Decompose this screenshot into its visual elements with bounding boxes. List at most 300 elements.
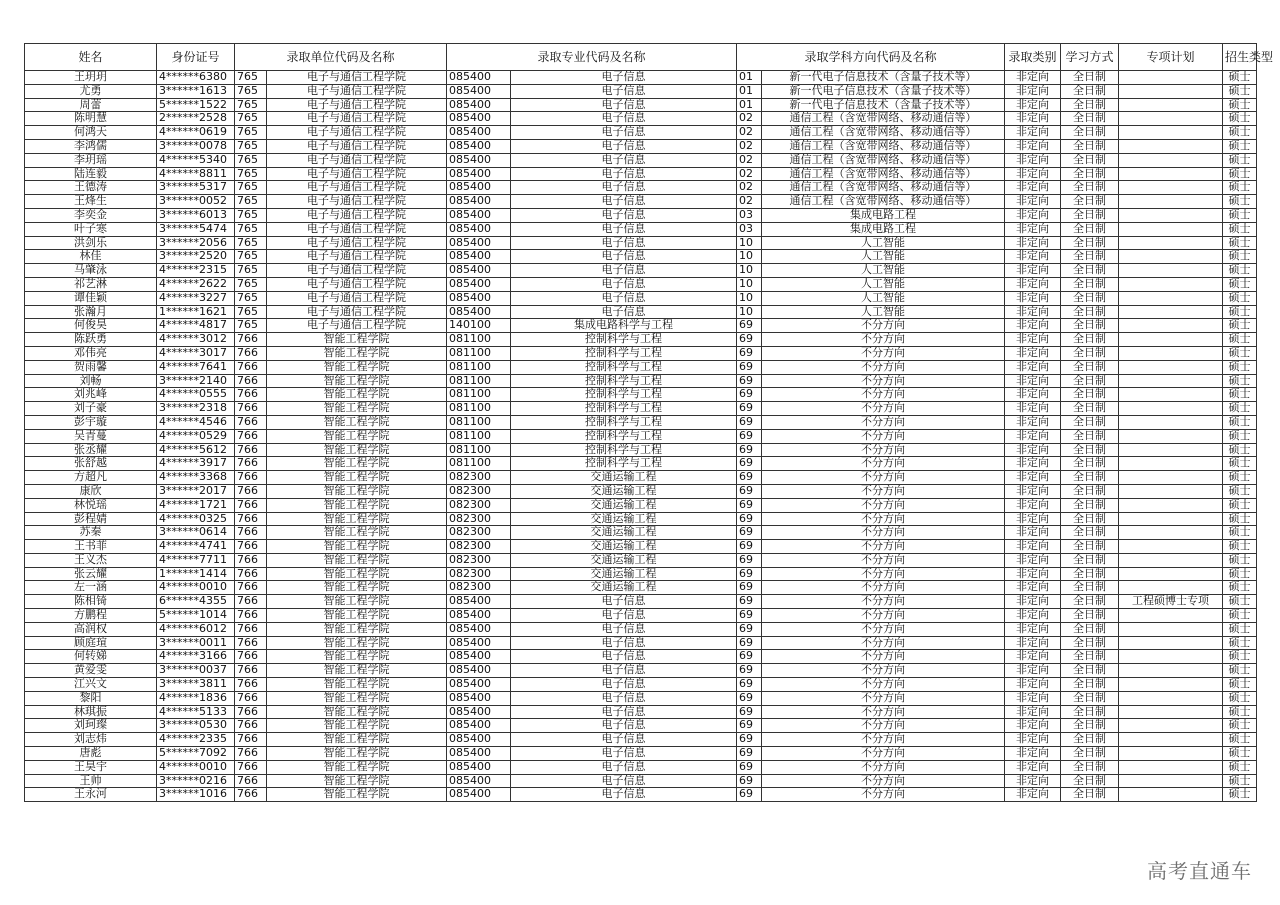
cell-name: 林佳 bbox=[25, 250, 157, 264]
cell-direction-name: 不分方向 bbox=[762, 567, 1005, 581]
table-row bbox=[25, 126, 1257, 140]
cell-direction-code: 69 bbox=[737, 595, 762, 609]
cell-major-name: 电子信息 bbox=[511, 622, 737, 636]
cell-enrollment-type: 硕士 bbox=[1223, 319, 1257, 333]
cell-id-number: 4******0555 bbox=[157, 388, 235, 402]
cell-direction-code: 69 bbox=[737, 581, 762, 595]
cell-direction-name: 不分方向 bbox=[762, 636, 1005, 650]
cell-unit-code: 766 bbox=[235, 650, 267, 664]
cell-unit-name: 智能工程学院 bbox=[267, 484, 447, 498]
cell-special-plan bbox=[1119, 747, 1223, 761]
cell-direction-name: 不分方向 bbox=[762, 388, 1005, 402]
cell-name: 方超凡 bbox=[25, 471, 157, 485]
cell-direction-name: 不分方向 bbox=[762, 429, 1005, 443]
cell-direction-code: 69 bbox=[737, 691, 762, 705]
cell-admission-category: 非定向 bbox=[1005, 622, 1061, 636]
cell-major-code: 081100 bbox=[447, 360, 511, 374]
cell-admission-category: 非定向 bbox=[1005, 195, 1061, 209]
cell-id-number: 4******4741 bbox=[157, 540, 235, 554]
cell-id-number: 3******5317 bbox=[157, 181, 235, 195]
cell-unit-name: 电子与通信工程学院 bbox=[267, 277, 447, 291]
cell-direction-name: 不分方向 bbox=[762, 484, 1005, 498]
cell-direction-code: 69 bbox=[737, 609, 762, 623]
cell-unit-code: 766 bbox=[235, 402, 267, 416]
cell-direction-code: 02 bbox=[737, 126, 762, 140]
cell-study-mode: 全日制 bbox=[1061, 636, 1119, 650]
cell-admission-category: 非定向 bbox=[1005, 415, 1061, 429]
cell-unit-name: 电子与通信工程学院 bbox=[267, 250, 447, 264]
cell-major-name: 电子信息 bbox=[511, 98, 737, 112]
cell-enrollment-type: 硕士 bbox=[1223, 526, 1257, 540]
cell-direction-code: 69 bbox=[737, 374, 762, 388]
cell-direction-code: 10 bbox=[737, 236, 762, 250]
cell-study-mode: 全日制 bbox=[1061, 360, 1119, 374]
cell-direction-name: 不分方向 bbox=[762, 609, 1005, 623]
cell-major-name: 电子信息 bbox=[511, 71, 737, 85]
cell-special-plan bbox=[1119, 319, 1223, 333]
cell-unit-name: 电子与通信工程学院 bbox=[267, 208, 447, 222]
cell-major-name: 电子信息 bbox=[511, 112, 737, 126]
cell-direction-code: 01 bbox=[737, 71, 762, 85]
cell-name: 刘珂璨 bbox=[25, 719, 157, 733]
cell-enrollment-type: 硕士 bbox=[1223, 678, 1257, 692]
cell-major-code: 081100 bbox=[447, 346, 511, 360]
cell-unit-code: 766 bbox=[235, 678, 267, 692]
cell-special-plan bbox=[1119, 719, 1223, 733]
cell-study-mode: 全日制 bbox=[1061, 71, 1119, 85]
cell-major-code: 081100 bbox=[447, 374, 511, 388]
cell-major-name: 电子信息 bbox=[511, 595, 737, 609]
cell-admission-category: 非定向 bbox=[1005, 346, 1061, 360]
cell-name: 苏秦 bbox=[25, 526, 157, 540]
cell-enrollment-type: 硕士 bbox=[1223, 360, 1257, 374]
cell-id-number: 3******2520 bbox=[157, 250, 235, 264]
cell-unit-code: 766 bbox=[235, 526, 267, 540]
cell-special-plan bbox=[1119, 291, 1223, 305]
cell-name: 周蕾 bbox=[25, 98, 157, 112]
cell-direction-code: 69 bbox=[737, 553, 762, 567]
cell-unit-name: 智能工程学院 bbox=[267, 719, 447, 733]
cell-major-code: 085400 bbox=[447, 167, 511, 181]
cell-name: 尤勇 bbox=[25, 84, 157, 98]
cell-special-plan bbox=[1119, 636, 1223, 650]
cell-unit-name: 智能工程学院 bbox=[267, 526, 447, 540]
cell-major-name: 电子信息 bbox=[511, 705, 737, 719]
cell-enrollment-type: 硕士 bbox=[1223, 650, 1257, 664]
header-special-plan: 专项计划 bbox=[1119, 44, 1223, 71]
cell-direction-code: 69 bbox=[737, 388, 762, 402]
cell-admission-category: 非定向 bbox=[1005, 581, 1061, 595]
cell-direction-code: 69 bbox=[737, 457, 762, 471]
cell-id-number: 4******1721 bbox=[157, 498, 235, 512]
cell-unit-code: 766 bbox=[235, 788, 267, 802]
cell-id-number: 4******3227 bbox=[157, 291, 235, 305]
cell-id-number: 4******3166 bbox=[157, 650, 235, 664]
cell-id-number: 3******0078 bbox=[157, 139, 235, 153]
cell-enrollment-type: 硕士 bbox=[1223, 471, 1257, 485]
cell-major-code: 082300 bbox=[447, 540, 511, 554]
cell-major-name: 电子信息 bbox=[511, 277, 737, 291]
cell-direction-name: 不分方向 bbox=[762, 650, 1005, 664]
cell-id-number: 3******0614 bbox=[157, 526, 235, 540]
cell-major-name: 交通运输工程 bbox=[511, 553, 737, 567]
cell-direction-code: 69 bbox=[737, 664, 762, 678]
cell-study-mode: 全日制 bbox=[1061, 719, 1119, 733]
cell-major-name: 电子信息 bbox=[511, 774, 737, 788]
cell-major-name: 电子信息 bbox=[511, 291, 737, 305]
cell-direction-code: 01 bbox=[737, 98, 762, 112]
cell-major-code: 085400 bbox=[447, 678, 511, 692]
cell-major-code: 085400 bbox=[447, 195, 511, 209]
cell-id-number: 5******7092 bbox=[157, 747, 235, 761]
table-row bbox=[25, 250, 1257, 264]
cell-direction-code: 69 bbox=[737, 346, 762, 360]
cell-unit-name: 智能工程学院 bbox=[267, 733, 447, 747]
cell-enrollment-type: 硕士 bbox=[1223, 760, 1257, 774]
cell-unit-name: 智能工程学院 bbox=[267, 760, 447, 774]
cell-major-name: 交通运输工程 bbox=[511, 512, 737, 526]
cell-direction-name: 不分方向 bbox=[762, 526, 1005, 540]
cell-unit-name: 智能工程学院 bbox=[267, 360, 447, 374]
cell-direction-code: 69 bbox=[737, 567, 762, 581]
table-row bbox=[25, 540, 1257, 554]
table-row bbox=[25, 402, 1257, 416]
table-row bbox=[25, 374, 1257, 388]
cell-direction-name: 人工智能 bbox=[762, 291, 1005, 305]
cell-direction-code: 02 bbox=[737, 112, 762, 126]
cell-name: 高润权 bbox=[25, 622, 157, 636]
cell-major-name: 交通运输工程 bbox=[511, 471, 737, 485]
cell-unit-code: 766 bbox=[235, 567, 267, 581]
cell-direction-name: 人工智能 bbox=[762, 277, 1005, 291]
cell-unit-code: 765 bbox=[235, 319, 267, 333]
cell-enrollment-type: 硕士 bbox=[1223, 443, 1257, 457]
cell-admission-category: 非定向 bbox=[1005, 719, 1061, 733]
cell-major-name: 电子信息 bbox=[511, 126, 737, 140]
cell-direction-name: 不分方向 bbox=[762, 691, 1005, 705]
cell-admission-category: 非定向 bbox=[1005, 264, 1061, 278]
cell-study-mode: 全日制 bbox=[1061, 153, 1119, 167]
table-row bbox=[25, 567, 1257, 581]
cell-major-code: 085400 bbox=[447, 112, 511, 126]
table-row bbox=[25, 222, 1257, 236]
cell-major-code: 085400 bbox=[447, 250, 511, 264]
cell-unit-name: 电子与通信工程学院 bbox=[267, 181, 447, 195]
table-row bbox=[25, 277, 1257, 291]
table-row bbox=[25, 443, 1257, 457]
cell-unit-name: 智能工程学院 bbox=[267, 650, 447, 664]
cell-direction-name: 不分方向 bbox=[762, 498, 1005, 512]
cell-id-number: 4******2315 bbox=[157, 264, 235, 278]
cell-direction-name: 不分方向 bbox=[762, 512, 1005, 526]
cell-special-plan bbox=[1119, 84, 1223, 98]
cell-id-number: 3******0216 bbox=[157, 774, 235, 788]
cell-direction-code: 69 bbox=[737, 471, 762, 485]
cell-major-code: 085400 bbox=[447, 208, 511, 222]
cell-unit-code: 766 bbox=[235, 540, 267, 554]
cell-unit-name: 电子与通信工程学院 bbox=[267, 319, 447, 333]
cell-direction-code: 02 bbox=[737, 167, 762, 181]
cell-unit-code: 765 bbox=[235, 236, 267, 250]
cell-direction-code: 69 bbox=[737, 333, 762, 347]
cell-unit-name: 智能工程学院 bbox=[267, 415, 447, 429]
cell-study-mode: 全日制 bbox=[1061, 126, 1119, 140]
table-row bbox=[25, 84, 1257, 98]
cell-direction-name: 人工智能 bbox=[762, 264, 1005, 278]
cell-unit-name: 电子与通信工程学院 bbox=[267, 139, 447, 153]
cell-major-name: 电子信息 bbox=[511, 264, 737, 278]
cell-direction-code: 69 bbox=[737, 774, 762, 788]
cell-unit-code: 766 bbox=[235, 705, 267, 719]
cell-name: 李奕金 bbox=[25, 208, 157, 222]
cell-study-mode: 全日制 bbox=[1061, 305, 1119, 319]
cell-direction-code: 69 bbox=[737, 636, 762, 650]
cell-admission-category: 非定向 bbox=[1005, 319, 1061, 333]
cell-direction-code: 02 bbox=[737, 139, 762, 153]
table-row bbox=[25, 333, 1257, 347]
cell-enrollment-type: 硕士 bbox=[1223, 567, 1257, 581]
cell-major-code: 081100 bbox=[447, 457, 511, 471]
cell-unit-name: 电子与通信工程学院 bbox=[267, 222, 447, 236]
cell-id-number: 3******0052 bbox=[157, 195, 235, 209]
cell-admission-category: 非定向 bbox=[1005, 429, 1061, 443]
cell-special-plan bbox=[1119, 498, 1223, 512]
cell-id-number: 3******2017 bbox=[157, 484, 235, 498]
cell-admission-category: 非定向 bbox=[1005, 498, 1061, 512]
cell-direction-name: 不分方向 bbox=[762, 402, 1005, 416]
cell-major-name: 控制科学与工程 bbox=[511, 429, 737, 443]
cell-unit-code: 766 bbox=[235, 512, 267, 526]
cell-special-plan bbox=[1119, 609, 1223, 623]
cell-direction-code: 69 bbox=[737, 678, 762, 692]
cell-major-code: 082300 bbox=[447, 471, 511, 485]
cell-name: 彭宇璇 bbox=[25, 415, 157, 429]
table-row bbox=[25, 319, 1257, 333]
cell-direction-name: 不分方向 bbox=[762, 774, 1005, 788]
table-row bbox=[25, 264, 1257, 278]
cell-study-mode: 全日制 bbox=[1061, 457, 1119, 471]
table-row bbox=[25, 609, 1257, 623]
cell-major-name: 电子信息 bbox=[511, 153, 737, 167]
cell-name: 谭佳颖 bbox=[25, 291, 157, 305]
cell-name: 江兴文 bbox=[25, 678, 157, 692]
cell-unit-name: 智能工程学院 bbox=[267, 402, 447, 416]
cell-major-code: 085400 bbox=[447, 705, 511, 719]
cell-admission-category: 非定向 bbox=[1005, 512, 1061, 526]
cell-name: 陆连毅 bbox=[25, 167, 157, 181]
cell-major-name: 电子信息 bbox=[511, 208, 737, 222]
cell-unit-code: 766 bbox=[235, 484, 267, 498]
cell-id-number: 5******1014 bbox=[157, 609, 235, 623]
cell-enrollment-type: 硕士 bbox=[1223, 664, 1257, 678]
cell-direction-name: 不分方向 bbox=[762, 553, 1005, 567]
cell-special-plan bbox=[1119, 484, 1223, 498]
cell-admission-category: 非定向 bbox=[1005, 609, 1061, 623]
cell-unit-name: 智能工程学院 bbox=[267, 388, 447, 402]
cell-unit-name: 电子与通信工程学院 bbox=[267, 305, 447, 319]
cell-direction-name: 不分方向 bbox=[762, 346, 1005, 360]
cell-direction-name: 不分方向 bbox=[762, 471, 1005, 485]
cell-study-mode: 全日制 bbox=[1061, 595, 1119, 609]
cell-major-code: 085400 bbox=[447, 719, 511, 733]
table-row bbox=[25, 636, 1257, 650]
cell-study-mode: 全日制 bbox=[1061, 567, 1119, 581]
cell-name: 王德涛 bbox=[25, 181, 157, 195]
cell-id-number: 4******2622 bbox=[157, 277, 235, 291]
cell-special-plan bbox=[1119, 429, 1223, 443]
cell-study-mode: 全日制 bbox=[1061, 167, 1119, 181]
cell-major-name: 电子信息 bbox=[511, 236, 737, 250]
cell-major-code: 085400 bbox=[447, 153, 511, 167]
cell-id-number: 3******6013 bbox=[157, 208, 235, 222]
cell-admission-category: 非定向 bbox=[1005, 471, 1061, 485]
cell-major-code: 085400 bbox=[447, 264, 511, 278]
cell-special-plan bbox=[1119, 512, 1223, 526]
cell-direction-name: 通信工程（含宽带网络、移动通信等） bbox=[762, 126, 1005, 140]
cell-study-mode: 全日制 bbox=[1061, 346, 1119, 360]
cell-study-mode: 全日制 bbox=[1061, 333, 1119, 347]
cell-direction-name: 不分方向 bbox=[762, 360, 1005, 374]
cell-enrollment-type: 硕士 bbox=[1223, 139, 1257, 153]
cell-special-plan bbox=[1119, 264, 1223, 278]
cell-unit-name: 电子与通信工程学院 bbox=[267, 236, 447, 250]
cell-admission-category: 非定向 bbox=[1005, 402, 1061, 416]
cell-study-mode: 全日制 bbox=[1061, 319, 1119, 333]
cell-id-number: 4******3012 bbox=[157, 333, 235, 347]
cell-special-plan bbox=[1119, 112, 1223, 126]
cell-enrollment-type: 硕士 bbox=[1223, 305, 1257, 319]
cell-name: 王永河 bbox=[25, 788, 157, 802]
table-row bbox=[25, 622, 1257, 636]
cell-direction-name: 人工智能 bbox=[762, 236, 1005, 250]
cell-major-name: 电子信息 bbox=[511, 664, 737, 678]
cell-direction-code: 69 bbox=[737, 719, 762, 733]
cell-major-name: 控制科学与工程 bbox=[511, 360, 737, 374]
cell-admission-category: 非定向 bbox=[1005, 250, 1061, 264]
cell-id-number: 4******3917 bbox=[157, 457, 235, 471]
cell-name: 张舒越 bbox=[25, 457, 157, 471]
cell-study-mode: 全日制 bbox=[1061, 553, 1119, 567]
cell-enrollment-type: 硕士 bbox=[1223, 581, 1257, 595]
cell-admission-category: 非定向 bbox=[1005, 553, 1061, 567]
cell-unit-name: 智能工程学院 bbox=[267, 788, 447, 802]
cell-admission-category: 非定向 bbox=[1005, 650, 1061, 664]
cell-study-mode: 全日制 bbox=[1061, 678, 1119, 692]
cell-enrollment-type: 硕士 bbox=[1223, 346, 1257, 360]
cell-id-number: 4******7711 bbox=[157, 553, 235, 567]
cell-unit-code: 766 bbox=[235, 664, 267, 678]
cell-admission-category: 非定向 bbox=[1005, 277, 1061, 291]
table-body bbox=[25, 71, 1257, 802]
cell-study-mode: 全日制 bbox=[1061, 250, 1119, 264]
table-row bbox=[25, 181, 1257, 195]
cell-name: 唐彪 bbox=[25, 747, 157, 761]
table-row bbox=[25, 760, 1257, 774]
cell-enrollment-type: 硕士 bbox=[1223, 250, 1257, 264]
watermark: 高考直通车 bbox=[1147, 859, 1252, 883]
cell-unit-code: 765 bbox=[235, 250, 267, 264]
table-row bbox=[25, 595, 1257, 609]
cell-unit-code: 765 bbox=[235, 277, 267, 291]
cell-enrollment-type: 硕士 bbox=[1223, 609, 1257, 623]
cell-direction-code: 01 bbox=[737, 84, 762, 98]
cell-unit-code: 765 bbox=[235, 167, 267, 181]
cell-major-code: 085400 bbox=[447, 291, 511, 305]
cell-major-code: 082300 bbox=[447, 498, 511, 512]
cell-major-code: 085400 bbox=[447, 788, 511, 802]
cell-name: 黄爱雯 bbox=[25, 664, 157, 678]
table-row bbox=[25, 388, 1257, 402]
cell-major-name: 电子信息 bbox=[511, 760, 737, 774]
cell-direction-code: 02 bbox=[737, 195, 762, 209]
cell-direction-code: 69 bbox=[737, 760, 762, 774]
cell-unit-code: 765 bbox=[235, 195, 267, 209]
cell-direction-name: 不分方向 bbox=[762, 374, 1005, 388]
cell-unit-code: 766 bbox=[235, 553, 267, 567]
cell-name: 彭程婧 bbox=[25, 512, 157, 526]
cell-id-number: 6******4355 bbox=[157, 595, 235, 609]
cell-enrollment-type: 硕士 bbox=[1223, 402, 1257, 416]
cell-direction-code: 69 bbox=[737, 429, 762, 443]
cell-unit-code: 766 bbox=[235, 471, 267, 485]
cell-special-plan bbox=[1119, 678, 1223, 692]
cell-major-name: 交通运输工程 bbox=[511, 567, 737, 581]
cell-direction-name: 通信工程（含宽带网络、移动通信等） bbox=[762, 167, 1005, 181]
cell-admission-category: 非定向 bbox=[1005, 112, 1061, 126]
cell-unit-name: 智能工程学院 bbox=[267, 664, 447, 678]
cell-admission-category: 非定向 bbox=[1005, 139, 1061, 153]
cell-direction-name: 不分方向 bbox=[762, 581, 1005, 595]
table-row bbox=[25, 733, 1257, 747]
cell-major-code: 085400 bbox=[447, 277, 511, 291]
cell-special-plan bbox=[1119, 195, 1223, 209]
header-name: 姓名 bbox=[25, 44, 157, 71]
table-row bbox=[25, 484, 1257, 498]
cell-major-code: 082300 bbox=[447, 567, 511, 581]
cell-name: 黎阳 bbox=[25, 691, 157, 705]
cell-study-mode: 全日制 bbox=[1061, 277, 1119, 291]
table-row bbox=[25, 719, 1257, 733]
cell-major-name: 电子信息 bbox=[511, 678, 737, 692]
cell-unit-code: 765 bbox=[235, 222, 267, 236]
cell-unit-code: 766 bbox=[235, 333, 267, 347]
cell-enrollment-type: 硕士 bbox=[1223, 126, 1257, 140]
cell-direction-name: 通信工程（含宽带网络、移动通信等） bbox=[762, 153, 1005, 167]
cell-unit-name: 电子与通信工程学院 bbox=[267, 71, 447, 85]
cell-enrollment-type: 硕士 bbox=[1223, 691, 1257, 705]
cell-study-mode: 全日制 bbox=[1061, 195, 1119, 209]
cell-unit-code: 765 bbox=[235, 305, 267, 319]
cell-admission-category: 非定向 bbox=[1005, 333, 1061, 347]
cell-admission-category: 非定向 bbox=[1005, 705, 1061, 719]
table-row bbox=[25, 553, 1257, 567]
cell-unit-code: 766 bbox=[235, 498, 267, 512]
cell-unit-code: 766 bbox=[235, 581, 267, 595]
cell-major-name: 电子信息 bbox=[511, 609, 737, 623]
cell-unit-name: 智能工程学院 bbox=[267, 705, 447, 719]
table-row bbox=[25, 112, 1257, 126]
cell-direction-code: 69 bbox=[737, 443, 762, 457]
cell-name: 刘兆峰 bbox=[25, 388, 157, 402]
cell-unit-name: 电子与通信工程学院 bbox=[267, 195, 447, 209]
cell-study-mode: 全日制 bbox=[1061, 429, 1119, 443]
cell-unit-code: 766 bbox=[235, 360, 267, 374]
cell-direction-code: 69 bbox=[737, 788, 762, 802]
table-row bbox=[25, 139, 1257, 153]
cell-id-number: 3******1016 bbox=[157, 788, 235, 802]
cell-direction-name: 不分方向 bbox=[762, 595, 1005, 609]
table-row bbox=[25, 153, 1257, 167]
